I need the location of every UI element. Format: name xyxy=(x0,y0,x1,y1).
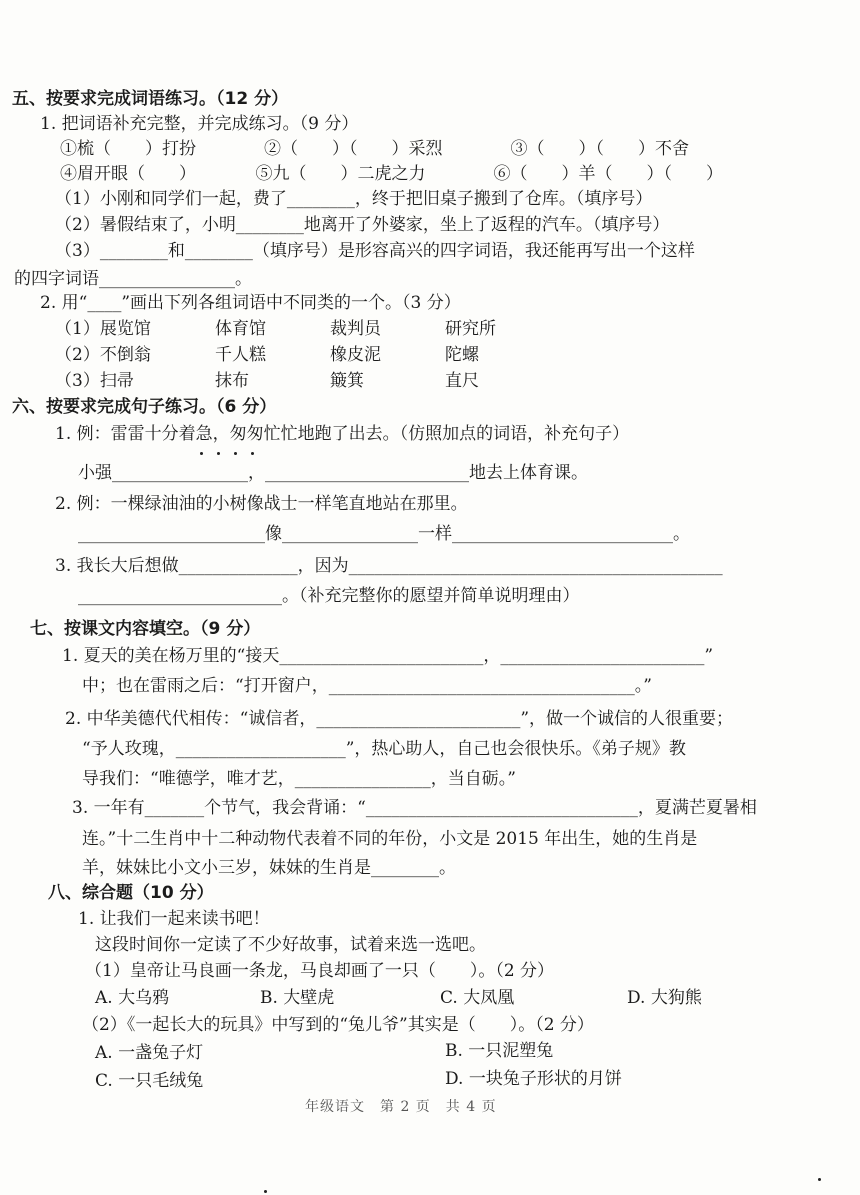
s6-q1-blank: 小强________________，________________________地去上体育课。 xyxy=(78,463,588,483)
section-8-title: 八、综合题（10 分） xyxy=(48,883,214,903)
section-6-title: 六、按要求完成句子练习。（6 分） xyxy=(12,397,277,417)
s7-q1b: 中；也在雷雨之后：“打开窗户，____________________________________。” xyxy=(82,676,652,696)
emphasis-dots xyxy=(200,452,260,458)
page-footer: 年级语文 第 2 页 共 4 页 xyxy=(305,1099,497,1115)
s7-q2c: 导我们：“唯德学，唯才艺，________________，当自砺。” xyxy=(82,769,516,789)
section-5-title: 五、按要求完成词语练习。（12 分） xyxy=(12,89,289,109)
group-2-word-1: （2）不倒翁 xyxy=(55,345,151,365)
scan-speck-2 xyxy=(264,1190,267,1193)
s7-q3c: 羊，妹妹比小文小三岁，妹妹的生肖是________。 xyxy=(82,858,456,878)
s8-p2: （2）《一起长大的玩具》中写到的“兔儿爷”其实是（ ）。（2 分） xyxy=(82,1015,594,1035)
s8-p1-option-d: D. 大狗熊 xyxy=(627,988,702,1008)
s5-q1-title: 1. 把词语补充完整，并完成练习。（9 分） xyxy=(40,114,359,134)
s7-q1a: 1. 夏天的美在杨万里的“接天________________________，________________________” xyxy=(62,646,714,666)
s6-q2-blank: ______________________像________________一样__________________________。 xyxy=(78,524,690,544)
s5-sub3a: （3）________和________（填序号）是形容高兴的四字词语，我还能再写出一个这样 xyxy=(55,241,695,261)
s8-q1: 1. 让我们一起来读书吧！ xyxy=(78,909,270,929)
s6-q3a: 3. 我长大后想做______________，因为____________________________________________ xyxy=(55,556,723,576)
s5-sub2: （2）暑假结束了，小明________地离开了外婆家，坐上了返程的汽车。（填序号） xyxy=(55,215,670,235)
s7-q2a: 2. 中华美德代代相传：“诚信者，________________________”，做一个诚信的人很重要； xyxy=(65,709,734,729)
s8-p2-option-b: B. 一只泥塑兔 xyxy=(445,1041,554,1061)
scan-speck xyxy=(818,1178,821,1181)
s8-p1-option-b: B. 大壁虎 xyxy=(260,988,335,1008)
s8-p1: （1）皇帝让马良画一条龙，马良却画了一只（ ）。（2 分） xyxy=(85,961,555,981)
s5-q1-words-row1: ①梳（ ）打扮 ②（ ）（ ）采烈 ③（ ）（ ）不舍 xyxy=(60,139,689,159)
s8-intro: 这段时间你一定读了不少好故事，试着来选一选吧。 xyxy=(95,935,486,955)
group-1-word-2: 体育馆 xyxy=(215,319,266,339)
group-3-word-4: 直尺 xyxy=(445,371,479,391)
s8-p2-option-a: A. 一盏兔子灯 xyxy=(95,1043,204,1063)
s8-p1-option-c: C. 大凤凰 xyxy=(440,988,515,1008)
group-2-word-4: 陀螺 xyxy=(445,345,479,365)
s7-q3a: 3. 一年有_______个节气，我会背诵：“________________________________，夏满芒夏暑相 xyxy=(72,798,757,818)
s5-sub3b: 的四字词语________________。 xyxy=(14,269,252,289)
group-2-word-2: 千人糕 xyxy=(215,345,266,365)
s6-q1: 1. 例：雷雷十分着急，匆匆忙忙地跑了出去。（仿照加点的词语，补充句子） xyxy=(55,424,630,444)
group-1-word-4: 研究所 xyxy=(445,319,496,339)
s8-p1-option-a: A. 大乌鸦 xyxy=(95,988,170,1008)
s8-p2-option-d: D. 一块兔子形状的月饼 xyxy=(445,1069,622,1089)
s7-q3b: 连。”十二生肖中十二种动物代表着不同的年份，小文是 2015 年出生，她的生肖是 xyxy=(82,829,698,849)
group-3-word-2: 抹布 xyxy=(215,371,249,391)
s6-q3b: ________________________。（补充完整你的愿望并简单说明理由） xyxy=(78,586,580,606)
group-3-word-1: （3）扫帚 xyxy=(55,371,134,391)
group-3-word-3: 簸箕 xyxy=(330,371,364,391)
section-7-title: 七、按课文内容填空。（9 分） xyxy=(30,619,261,639)
s8-p2-option-c: C. 一只毛绒兔 xyxy=(95,1071,204,1091)
s7-q2b: “予人玫瑰，____________________”，热心助人，自己也会很快乐。《弟子规》教 xyxy=(82,739,686,759)
group-1-word-3: 裁判员 xyxy=(330,319,381,339)
s5-sub1: （1）小刚和同学们一起，费了________，终于把旧桌子搬到了仓库。（填序号） xyxy=(55,189,653,209)
group-1-word-1: （1）展览馆 xyxy=(55,319,151,339)
s5-q2-title: 2. 用“____”画出下列各组词语中不同类的一个。（3 分） xyxy=(40,293,461,313)
s6-q2: 2. 例：一棵绿油油的小树像战士一样笔直地站在那里。 xyxy=(55,494,468,514)
group-2-word-3: 橡皮泥 xyxy=(330,345,381,365)
s5-q1-words-row2: ④眉开眼（ ） ⑤九（ ）二虎之力 ⑥（ ）羊（ ）（ ） xyxy=(60,164,723,184)
